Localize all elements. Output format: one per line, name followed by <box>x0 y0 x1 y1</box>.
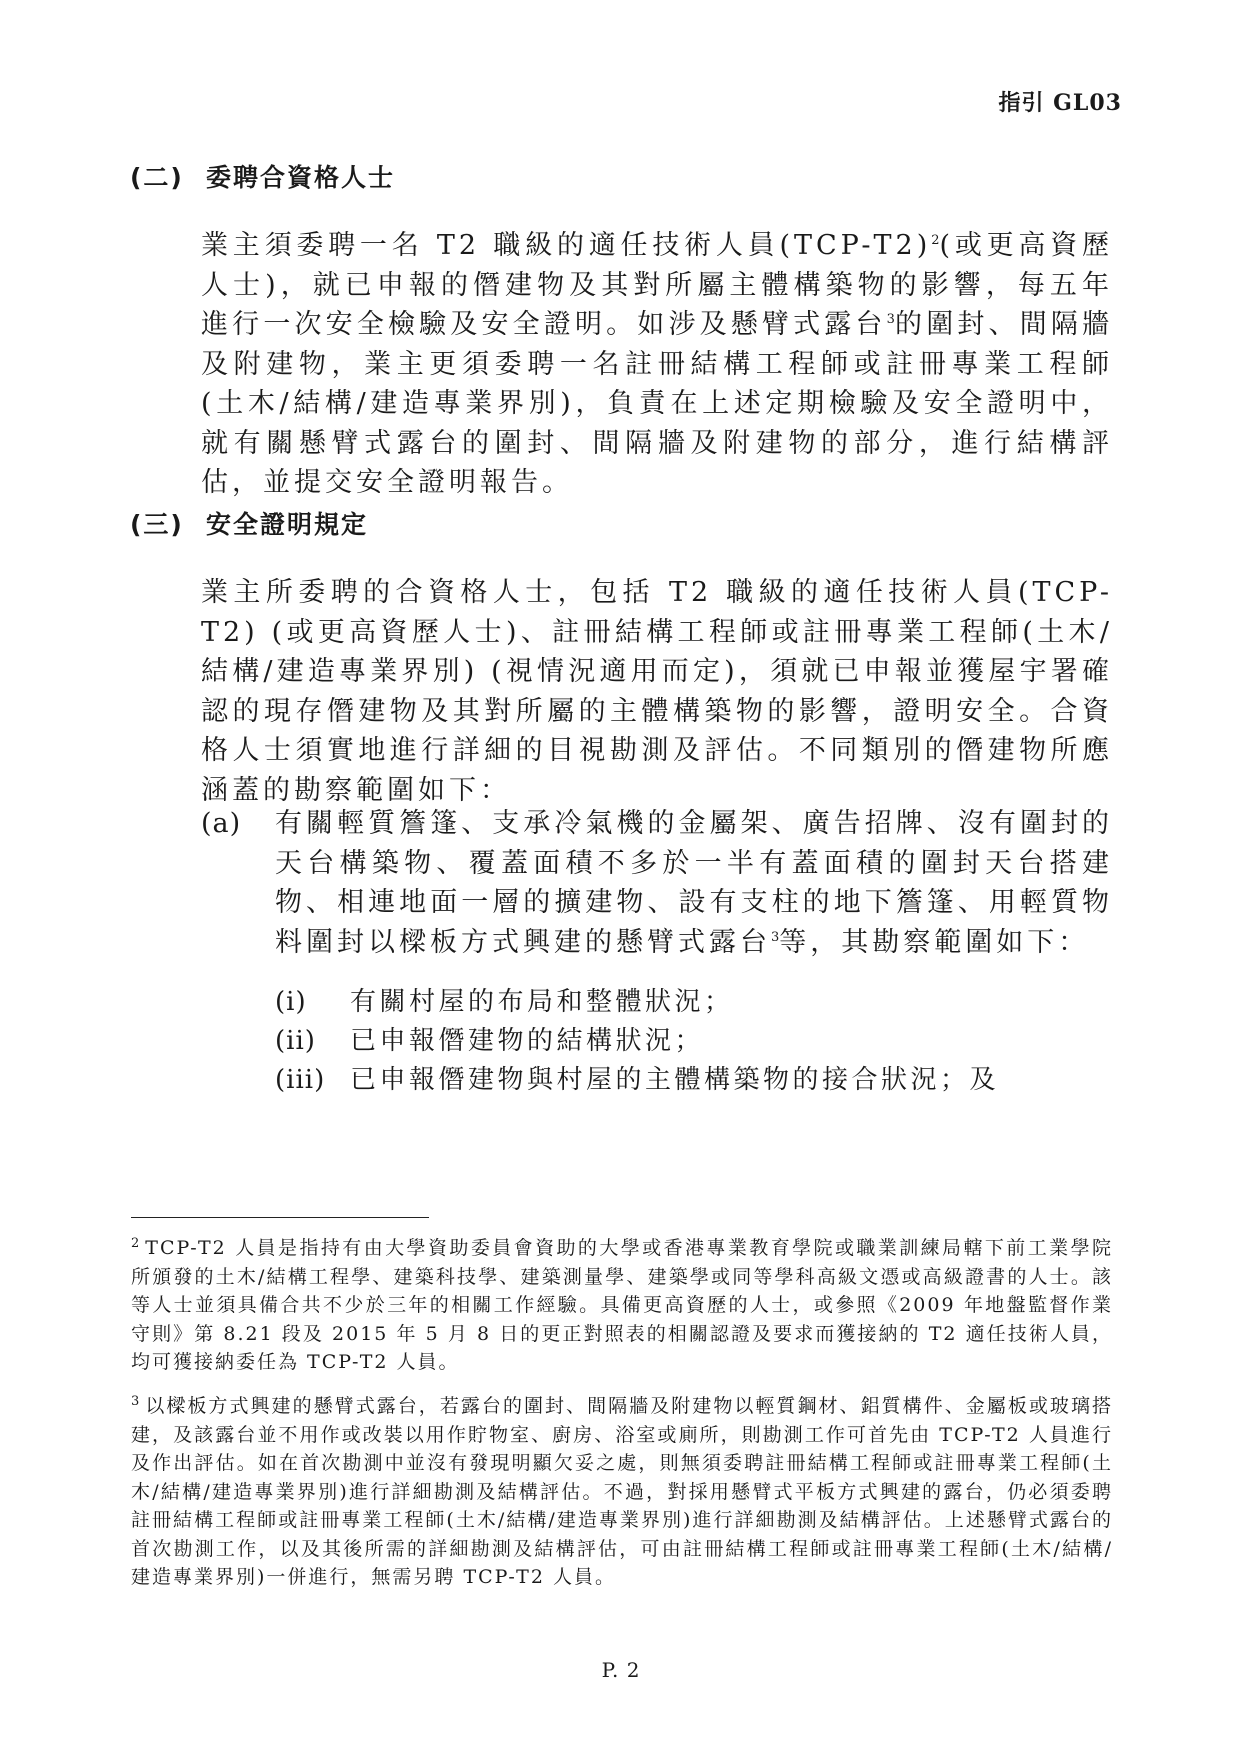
footnote-2 <box>131 1234 1113 1377</box>
section-2-paragraph <box>201 226 1113 503</box>
list-marker-a: (a) <box>201 808 242 839</box>
page-number: P. 2 <box>601 1658 641 1682</box>
footnote-3-text: 以樑板方式興建的懸臂式露台，若露台的圍封、間隔牆及附建物以輕質鋼材、鋁質構件、金屬板或玻璃搭建，及該露台並不用作或改裝以用作貯物室、廚房、浴室或廁所，則勘測工作可首先由 TCP-T2 人員進行及作出評估。如在首次勘測中並沒有發現明顯欠妥之處，則無須委聘註冊結構工程師或註冊專業工程師(土木/結構/建造專業界別)進行詳細勘測及結構評估。不過，對採用懸臂式平板方式興建的露台，仍必須委聘註冊結構工程師或註冊專業工程師(土木/結構/建造專業界別)進行詳細勘測及結構評估。上述懸臂式露台的首次勘測工作，以及其後所需的詳細勘測及結構評估，可由註冊結構工程師或註冊專業工程師(土木/結構/建造專業界別)一併進行，無需另聘 TCP-T2 人員。 <box>131 1395 1113 1588</box>
sub-list-marker: (i) <box>275 987 307 1017</box>
item-a-text-1: 有關輕質簷篷、支承冷氣機的金屬架、廣告招牌、沒有圍封的天台構築物、覆蓋面積不多於一半有蓋面積的圍封天台搭建物、相連地面一層的擴建物、設有支柱的地下簷篷、用輕質物料圍封以樑板方式興建的懸臂式露台 <box>275 808 1113 958</box>
section-2-number: (二) <box>130 163 184 192</box>
sub-list-item <box>275 1022 1113 1061</box>
sub-list-marker: (ii) <box>275 1026 316 1056</box>
section-3-paragraph: 業主所委聘的合資格人士，包括 T2 職級的適任技術人員(TCP-T2) (或更高資歷人士)、註冊結構工程師或註冊專業工程師(土木/結構/建造專業界別) (視情況適用而定)，須就已申報並獲屋宇署確認的現存僭建物及其對所屬的主體構築物的影響，證明安全。合資格人士須實地進行詳細的目視勘測及評估。不同類別的僭建物所應涵蓋的勘察範圍如下： <box>201 577 1113 806</box>
section-2-title: 委聘合資格人士 <box>206 163 396 192</box>
footnote-ref-2: 2 <box>931 233 940 248</box>
sub-list-text: 有關村屋的布局和整體狀況； <box>350 987 734 1017</box>
footnote-3 <box>131 1392 1113 1592</box>
sub-list <box>275 983 1113 1100</box>
sub-list-item <box>275 983 1113 1022</box>
section-2-text-2: (或更高資歷人士)，就已申報的僭建物及其對所屬主體構築物的影響，每五年進行一次安全檢驗及安全證明。如涉及懸臂式露台 <box>201 230 1113 340</box>
item-a-text-2: 等，其勘察範圍如下： <box>779 926 1090 958</box>
sub-list-text: 已申報僭建物與村屋的主體構築物的接合狀況；及 <box>350 1065 1000 1095</box>
section-2-heading <box>130 158 395 194</box>
footnote-ref-3: 3 <box>886 312 895 327</box>
item-a-footnote-ref: 3 <box>771 929 780 945</box>
guide-reference: 指引 GL03 <box>998 90 1122 116</box>
footnote-divider <box>131 1217 429 1218</box>
section-3-title: 安全證明規定 <box>206 510 369 539</box>
sub-list-item <box>275 1061 1113 1100</box>
footnote-3-mark: 3 <box>131 1393 140 1409</box>
section-2-text-1: 業主須委聘一名 T2 職級的適任技術人員(TCP-T2) <box>201 230 932 261</box>
footnote-2-mark: 2 <box>131 1235 140 1251</box>
footnote-2-text: TCP-T2 人員是指持有由大學資助委員會資助的大學或香港專業教育學院或職業訓練局轄下前工業學院所頒發的土木/結構工程學、建築科技學、建築測量學、建築學或同等學科高級文憑或高級證書的人士。該等人士並須具備合共不少於三年的相關工作經驗。具備更高資歷的人士，或參照《2009 年地盤監督作業守則》第 8.21 段及 2015 年 5 月 8 日的更正對照表的相關認證及要求而獲接納的 T2 適任技術人員，均可獲接納委任為 TCP-T2 人員。 <box>131 1237 1113 1373</box>
list-item-a <box>201 804 1113 962</box>
sub-list-text: 已申報僭建物的結構狀況； <box>350 1026 705 1056</box>
section-3-number: (三) <box>130 510 184 539</box>
list-item-a-text <box>275 804 1113 962</box>
sub-list-marker: (iii) <box>275 1065 326 1095</box>
section-3-heading <box>130 505 368 541</box>
section-2-text-3: 的圍封、間隔牆及附建物，業主更須委聘一名註冊結構工程師或註冊專業工程師(土木/結構/建造專業界別)，負責在上述定期檢驗及安全證明中，就有關懸臂式露台的圍封、間隔牆及附建物的部分，進行結構評估，並提交安全證明報告。 <box>201 309 1114 498</box>
